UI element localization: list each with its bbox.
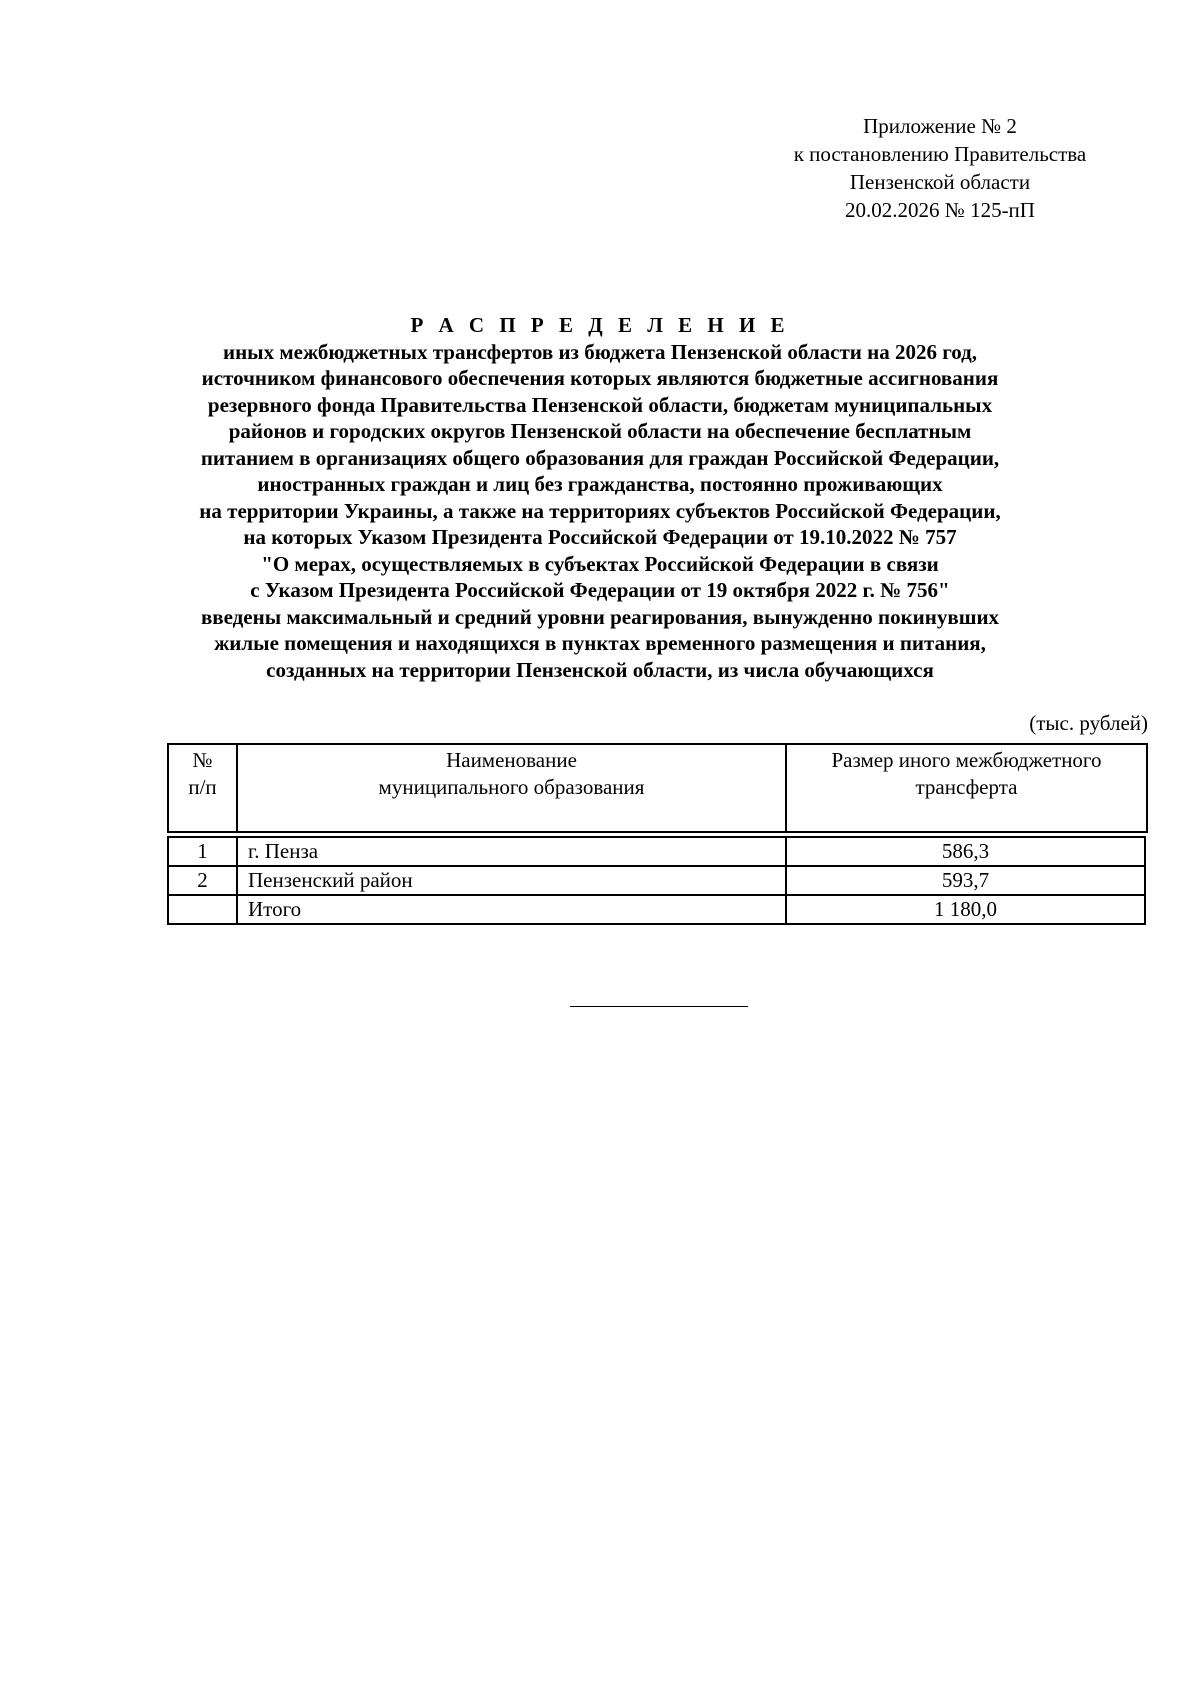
title-line: резервного фонда Правительства Пензенской области, бюджетам муниципальных [207,392,993,417]
table-row [168,837,1145,866]
header-number [168,744,237,832]
row-name: Итого [237,895,786,924]
row-amount: 1 180,0 [786,895,1145,924]
table-row-total [168,895,1145,924]
title-line: на территории Украины, а также на территориях субъектов Российской Федерации, [199,498,1001,523]
row-amount: 586,3 [786,837,1145,866]
header-name-line2: муниципального образования [378,775,645,799]
header-name [237,744,786,832]
header-number-line1: № [192,748,213,772]
title-line: питанием в организациях общего образования для граждан Российской Федерации, [200,445,1000,470]
units-note: (тыс. рублей) [1029,711,1148,735]
title-line: иных межбюджетных трансфертов из бюджета Пензенской области на 2026 год, [222,339,978,364]
row-name: Пензенский район [237,866,786,895]
header-amount-line1: Размер иного межбюджетного [831,748,1102,772]
header-amount-line2: трансферта [915,775,1018,799]
row-amount: 593,7 [786,866,1145,895]
header-name-line1: Наименование [446,748,577,772]
title-line: жилые помещения и находящихся в пунктах временного размещения и питания, [214,631,986,655]
row-number: 1 [168,837,237,866]
title-line: с Указом Президента Российской Федерации от 19 октября 2022 г. № 756" [250,578,950,602]
title-line: районов и городских округов Пензенской области на обеспечение бесплатным [228,419,972,443]
header-row [168,744,1147,832]
appendix-region: Пензенской области [849,170,1031,194]
title-line: созданных на территории Пензенской области, из числа обучающихся [266,657,934,682]
document-title [160,312,1040,683]
table-header [167,743,1148,833]
header-number-line2: п/п [188,775,217,799]
title-line: "О мерах, осуществляемых в субъектах Российской Федерации в связи [261,551,939,576]
header-amount [786,744,1147,832]
title-line: источником финансового обеспечения которых являются бюджетные ассигнования [201,366,999,390]
appendix-number: Приложение № 2 [863,114,1017,138]
title-heading: Р А С П Р Е Д Е Л Е Н И Е [410,313,790,337]
appendix-resolution: к постановлению Правительства [793,142,1087,166]
row-number [168,895,237,924]
row-name: г. Пенза [237,837,786,866]
table-row [168,866,1145,895]
end-divider [570,1006,748,1007]
appendix-reference [760,112,1120,224]
title-line: введены максимальный и средний уровни реагирования, вынужденно покинувших [200,604,1000,629]
title-line: иностранных граждан и лиц без гражданства, постоянно проживающих [257,472,943,496]
title-line: на которых Указом Президента Российской Федерации от 19.10.2022 № 757 [243,525,957,549]
data-table [167,836,1146,925]
appendix-date-number: 20.02.2026 № 125-пП [845,198,1035,222]
row-number: 2 [168,866,237,895]
